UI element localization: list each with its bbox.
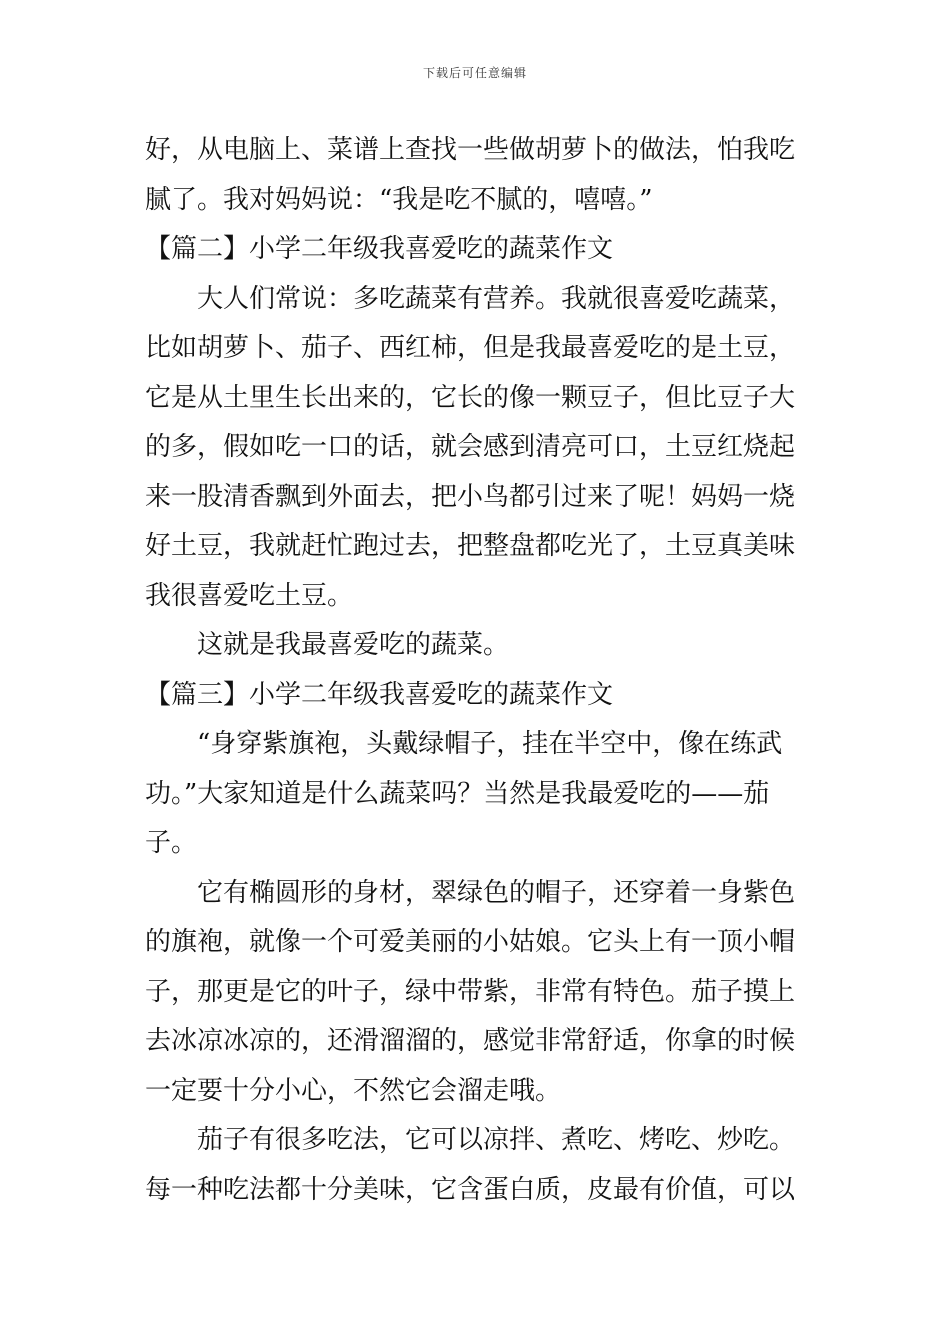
- text-line: 好土豆，我就赶忙跑过去，把整盘都吃光了，土豆真美味: [145, 531, 796, 561]
- text-line: 来一股清香飘到外面去，把小鸟都引过来了呢！妈妈一烧: [145, 481, 796, 512]
- text-line: 这就是我最喜爱吃的蔬菜。: [197, 630, 510, 660]
- text-line: 它是从土里生长出来的，它长的像一颗豆子，但比豆子大: [145, 382, 796, 413]
- document-body: [145, 126, 815, 1215]
- text-line: 腻了。我对妈妈说：“我是吃不腻的，嘻嘻。”: [145, 184, 653, 215]
- text-line: 好，从电脑上、菜谱上查找一些做胡萝卜的做法，怕我吃: [145, 135, 796, 165]
- text-line: 它有椭圆形的身材，翠绿色的帽子，还穿着一身紫色: [197, 877, 796, 908]
- text-line: “身穿紫旗袍，头戴绿帽子，挂在半空中，像在练武: [197, 729, 783, 759]
- text-line: 子，那更是它的叶子，绿中带紫，非常有特色。茄子摸上: [145, 976, 796, 1007]
- text-line: 的多，假如吃一口的话，就会感到清亮可口，土豆红烧起: [145, 432, 796, 462]
- page-header: 下载后可任意编辑: [422, 66, 527, 80]
- text-line: 一定要十分小心，不然它会溜走哦。: [145, 1075, 562, 1106]
- text-line: 功。”大家知道是什么蔬菜吗？当然是我最爱吃的——茄: [145, 778, 770, 809]
- text-line: 茄子有很多吃法，它可以凉拌、煮吃、烤吃、炒吃。: [197, 1125, 796, 1155]
- text-line: 比如胡萝卜、茄子、西红柿，但是我最喜爱吃的是土豆，: [145, 333, 796, 363]
- text-line: 子。: [145, 828, 198, 858]
- section-heading: 【篇三】小学二年级我喜爱吃的蔬菜作文: [145, 679, 614, 710]
- section-heading: 【篇二】小学二年级我喜爱吃的蔬菜作文: [145, 234, 614, 264]
- text-line: 去冰凉冰凉的，还滑溜溜的，感觉非常舒适，你拿的时候: [145, 1026, 796, 1056]
- text-line: 大人们常说：多吃蔬菜有营养。我就很喜爱吃蔬菜，: [197, 283, 796, 314]
- text-line: 的旗袍，就像一个可爱美丽的小姑娘。它头上有一顶小帽: [145, 927, 796, 957]
- text-line: 我很喜爱吃土豆。: [145, 580, 354, 611]
- text-line: 每一种吃法都十分美味，它含蛋白质，皮最有价值，可以: [145, 1174, 796, 1205]
